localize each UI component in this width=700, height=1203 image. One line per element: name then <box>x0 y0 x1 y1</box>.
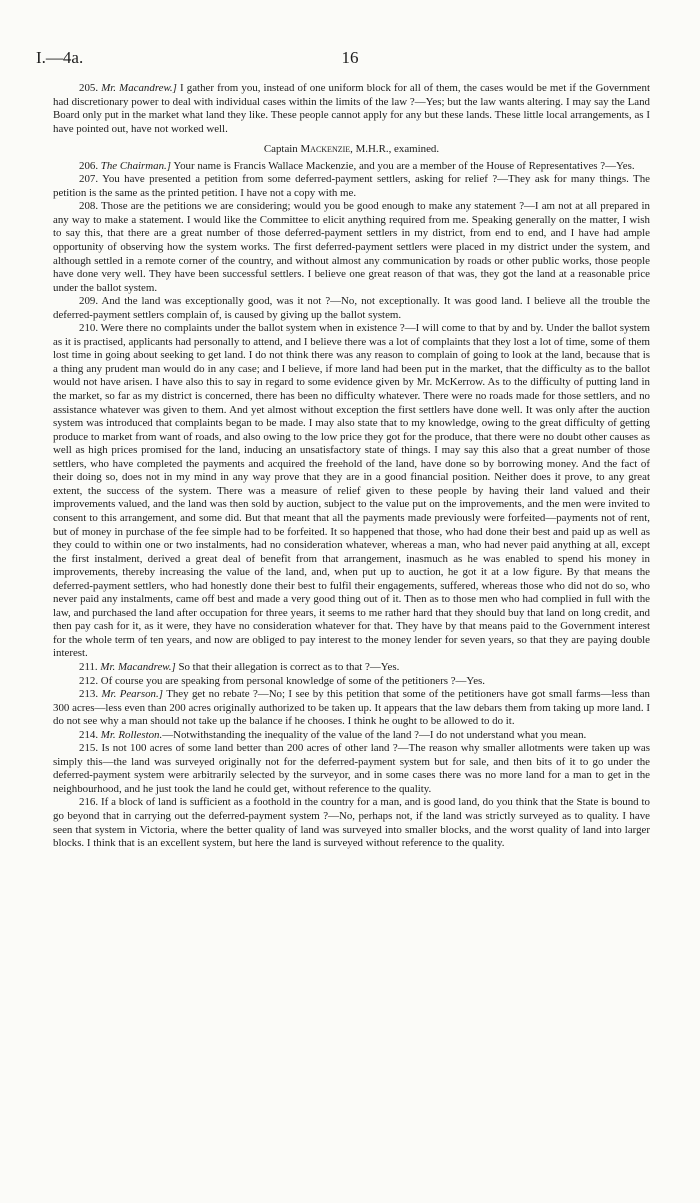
speaker-label: Mr. Macandrew.] <box>101 82 177 94</box>
speaker-label: The Chairman.] <box>100 159 171 172</box>
question-208: 208. Those are the petitions we are considering; would you be good enough to make any statement ?—I am not at all prepared in any way to make a statement. I would like the Committee to elicit anything required from me. Speaking generally on the matter, I wish to say this, that there are a great number of those deferred-payment settlers in my district, from end to end, and I have had ample opportunity of observing how the system works. The first deferred-payment settlers were placed in my district under the system, and although settled in a remote corner of the country, and without almost any communication by roads or other public works, those people have done very well. They have been successful settlers. I believe one great reason of that was, they got the land at a reasonable price under the ballot system. <box>53 200 650 294</box>
question-number: 206. <box>79 159 99 172</box>
witness-name: Mackenzie <box>300 143 351 156</box>
witness-suffix: , M.H.R., examined. <box>350 143 440 156</box>
paper-reference: I.—4a. <box>36 48 84 67</box>
question-213 <box>53 688 650 729</box>
question-text: They get no rebate ?—No; I see by this petition that some of the petitioners have got small farms—less than 300 acres—less even than 200 acres originally authorized to be taken up. It appears that the law debars them from taking up more land. I do not see why a man should not take up the balance if he chooses. I think he ought to be allowed to do it. <box>53 688 651 728</box>
witness-title: Captain <box>263 143 298 156</box>
question-number: 213. <box>79 688 99 701</box>
question-212: 212. Of course you are speaking from personal knowledge of some of the petitioners ?—Yes. <box>79 674 485 687</box>
question-211 <box>53 661 650 675</box>
page-number: 16 <box>341 48 359 67</box>
question-209: 209. And the land was exceptionally good, was it not ?—No, not exceptionally. It was good land. I believe all the trouble the deferred-payment settlers complain of, is caused by giving up the ballot system. <box>53 295 650 321</box>
question-text: Your name is Francis Wallace Mackenzie, and you are a member of the House of Representatives ?—Yes. <box>173 159 635 172</box>
question-206 <box>53 160 650 174</box>
question-text: —Notwithstanding the inequality of the value of the land ?—I do not understand what you mean. <box>162 728 587 741</box>
question-number: 205. <box>79 82 99 94</box>
question-210: 210. Were there no complaints under the ballot system when in existence ?—I will come to that by and by. Under the ballot system as it is practised, applicants had personally to attend, and I believe there was a lot of complaints that they lost a lot of time, some of them lost time in going about seeking to get land. I do not think there was any reason to complain of going to look at the land, because that is a thing any prudent man would do in any case; and I believe, if more land had been put in the market, that the difficulty as to the ballot would not have arisen. I have also this to say in regard to some evidence given by Mr. McKerrow. As to the difficulty of putting land in the market, so far as my district is concerned, there has been no difficulty whatever. There were no roads made for those settlers, and no assistance whatever was given to them. And yet almost without exception the first settlers have done well. It was only after the auction system was introduced that complaints began to be made. I may also state that to my knowledge, owing to the great difficulty of getting produce to market from want of roads, and also owing to the low price they got for the produce, that there were no doubt other causes as well as high prices promised for the land, inducing an unsatisfactory state of things. I may say this also that a great number of those settlers, who have completed the payments and acquired the freehold of the land, have done so by borrowing money. And the fact of their doing so, does not in my mind in any way prove that they are in a good financial position. Neither does it prove, to any great extent, the success of the system. There was a measure of relief given to these people by having their land valued and their improvements valued, and the land was then sold by auction, subject to the value put on the improvements, and the men were invited to consent to this arrangement, and some did. But that meant that all the payments made previously were forfeited—payments not of rent, but of money in purchase of the fee simple had to be forfeited. It so happened that those, who had done their best and paid up as well as they could to within one or two instalments, had no consideration whatever, whereas a man, who had never paid anything at all, except the first instalment, derived a great deal of benefit from that arrangement, inasmuch as he was enabled to spend his money in improvements, thereby increasing the value of the land, and, when put up to auction, he got it at a low figure. By that means the deferred-payment settlers, who had honestly done their best to fulfil their engagements, suffered, whereas those who did not do so, who never paid any instalments, came off best and made a very good thing out of it. Then as to those men who had complied in full with the law, and purchased the land after occupation for three years, it seems to me rather hard that they should buy that land on long credit, and then pay cash for it, as it were, they have no consideration whatever for that. They have by that means paid to the Government interest for the whole term of ten years, and now are obliged to pay interest to the money lender for seven years, so that they are paying double interest. <box>53 322 650 660</box>
witness-heading <box>53 143 650 157</box>
question-number: 211. <box>79 660 98 673</box>
evidence-body <box>53 82 650 851</box>
question-text: So that their allegation is correct as to that ?—Yes. <box>178 660 400 673</box>
question-207: 207. You have presented a petition from some deferred-payment settlers, asking for relief ?—They ask for many things. The petition is the same as the printed petition. I have not a copy with me. <box>53 173 650 199</box>
page-header <box>36 48 664 72</box>
question-216: 216. If a block of land is sufficient as a foothold in the country for a man, and is good land, do you think that the State is bound to go beyond that in carrying out the deferred-payment system ?—No, perhaps not, if the land was strictly surveyed as to quality. I have seen that system in Victoria, where the better quality of land was surveyed into smaller blocks, and the worst quality of land into larger blocks. I think that is an excellent system, but here the land is surveyed without reference to the quality. <box>53 796 650 850</box>
speaker-label: Mr. Rolleston. <box>100 728 163 741</box>
question-214 <box>53 729 650 743</box>
question-215: 215. Is not 100 acres of some land better than 200 acres of other land ?—The reason why smaller allotments were taken up was simply this—the land was surveyed originally not for the deferred-payment system but for sale, and then bits of it to go under the deferred-payment system were arbitrarily selected by the surveyor, and in some cases there was no more land for a man to get in the neighbourhood, and he just took the land he could get, without reference to the quality. <box>53 742 650 795</box>
question-number: 214. <box>79 728 99 741</box>
question-205 <box>53 82 650 136</box>
question-text: I gather from you, instead of one uniform block for all of them, the cases would be met if the Government had discretionary power to deal with individual cases within the limits of the law ?—Yes; but the law wants altering. I may say the Land Board only put in the market what land they like. These people cannot apply for any but these lands. These little local arrangements, as I have pointed out, have not worked well. <box>53 82 650 135</box>
speaker-label: Mr. Pearson.] <box>101 688 163 701</box>
speaker-label: Mr. Macandrew.] <box>100 660 176 673</box>
